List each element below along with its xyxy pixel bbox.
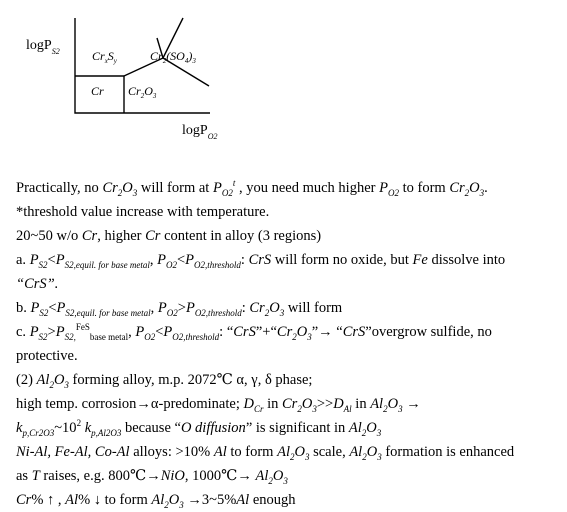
region-cr2o3-label: $Cr_2O_3$ [128,84,157,100]
line-b: b. $P_{S2}<P_{S2,equil. for base metal}$, $P_{O2}>P_{O2,threshold}$: $Cr_2O_3$ will form [16,300,343,318]
line-alloys: Ni-Al, Fe-Al, Co-Al alloys: >10% Al to form $Al_2O_3$ scale, $Al_2O_3$ formation is enhanced [16,444,515,462]
line-practically: Practically, no $Cr_2O_3$ will form at $P_{O2}^t$ , you need much higher $P_{O2}$ to form $Cr_2O_3$. [16,178,488,198]
line-c-cont: protective. [16,348,78,364]
x-axis-label: logP$_{O2}$ [182,123,218,141]
line-high-temp: high temp. corrosion→α-predominate; $D_{Cr}$ in $Cr_2O_3>>D_{Al}$ in $Al_2O_3$ → [16,396,421,414]
line-c: c. $P_{S2}>P_{S2,}^{FeS}_{base metal}$, $P_{O2}<P_{O2,threshold}$: “$CrS”+“Cr_2O_3”\to$ “CrS”overgrow sulfide, no [16,322,492,342]
stability-diagram [0,0,567,160]
line-three-regions: 20~50 w/o Cr, higher Cr content in alloy (3 regions) [16,228,322,244]
y-axis-label: logP$_{S2}$ [26,38,60,56]
line-a: a. $P_{S2}<P_{S2,equil. for base metal}$, $P_{O2}<P_{O2,threshold}$: CrS will form no oxide, but Fe dissolve into [16,252,506,270]
line-al2o3-alloy: (2) $Al_2O_3$ forming alloy, m.p. 2072℃ α, γ, δ phase; [16,372,313,390]
notes-body [16,176,561,512]
line-threshold-note: *threshold value increase with temperature. [16,204,270,220]
region-sulfate-label: $Cr_2(SO_4)_3$ [150,49,196,65]
line-cr-al-percent: Cr% ↑ , Al% ↓ to form $Al_2O_3$ →3~5%Al enough [16,492,296,510]
line-kp: $k_{p,Cr2O3}\sim 10^2$ $k_{p,Al2O3}$ because “O diffusion” is significant in $Al_2O_3$ [16,418,382,438]
line-alloys-cont: as T raises, e.g. 800℃→NiO, 1000℃→ $Al_2O_3$ [16,468,288,486]
line-a-cont: “CrS”. [16,276,59,292]
region-cr-label: Cr [91,84,104,98]
region-crs-label: $Cr_xS_y$ [92,49,117,65]
